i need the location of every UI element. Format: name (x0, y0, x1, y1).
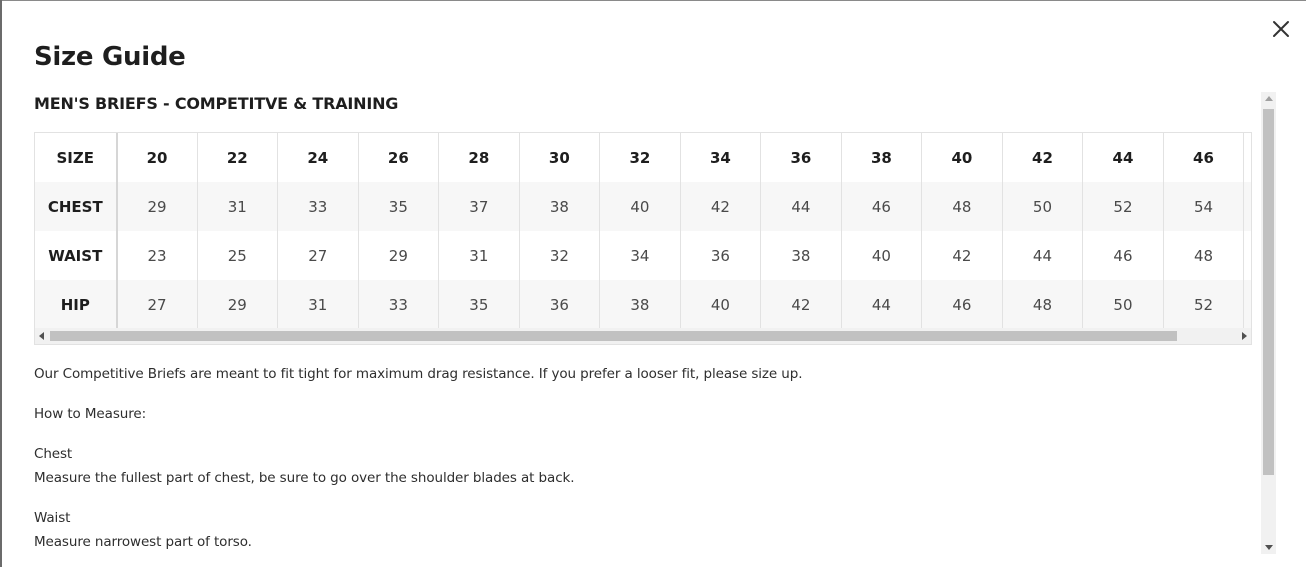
size-header-cell: 40 (922, 133, 1003, 182)
table-cell (1244, 182, 1252, 231)
table-cell: 50 (1002, 182, 1083, 231)
caret-right-icon (1241, 332, 1247, 340)
table-cell: 36 (680, 231, 761, 280)
table-cell: 27 (117, 280, 198, 328)
table-cell: 38 (519, 182, 600, 231)
table-cell: 38 (600, 280, 681, 328)
table-cell: 33 (278, 182, 359, 231)
table-cell: 34 (600, 231, 681, 280)
table-cell: 48 (922, 182, 1003, 231)
table-cell: 31 (439, 231, 520, 280)
close-button[interactable] (1268, 16, 1294, 42)
table-cell: 36 (519, 280, 600, 328)
waist-heading: Waist (34, 510, 71, 526)
table-header-row (35, 133, 1252, 182)
table-cell: 40 (680, 280, 761, 328)
table-cell: 50 (1083, 280, 1164, 328)
table-cell: 46 (841, 182, 922, 231)
table-cell: 44 (841, 280, 922, 328)
size-header-cell: 30 (519, 133, 600, 182)
table-cell: 37 (439, 182, 520, 231)
table-cell: 48 (1163, 231, 1244, 280)
horizontal-scrollbar[interactable] (34, 328, 1252, 345)
table-cell: 27 (278, 231, 359, 280)
close-icon (1268, 16, 1294, 42)
caret-left-icon (39, 332, 45, 340)
scroll-right-button[interactable] (1237, 328, 1251, 344)
waist-instructions: Measure narrowest part of torso. (34, 534, 252, 550)
size-header-cell: 32 (600, 133, 681, 182)
caret-up-icon (1265, 96, 1273, 102)
table-cell (1244, 231, 1252, 280)
scroll-up-button[interactable] (1261, 92, 1276, 106)
table-cell: 33 (358, 280, 439, 328)
section-title: MEN'S BRIEFS - COMPETITVE & TRAINING (34, 94, 399, 113)
table-cell: 29 (117, 182, 198, 231)
table-row (35, 182, 1252, 231)
table-cell: 42 (922, 231, 1003, 280)
size-header-cell: 28 (439, 133, 520, 182)
size-header-cell: 36 (761, 133, 842, 182)
how-to-measure-heading: How to Measure: (34, 406, 147, 422)
table-cell: 29 (358, 231, 439, 280)
backdrop-left-edge (0, 0, 2, 567)
table-cell: 40 (841, 231, 922, 280)
table-cell: 54 (1163, 182, 1244, 231)
table-cell: 38 (761, 231, 842, 280)
size-header-cell: 24 (278, 133, 359, 182)
size-table-container[interactable] (34, 132, 1252, 328)
size-header-cell (1244, 133, 1252, 182)
size-label-cell: SIZE (35, 133, 117, 182)
size-header-cell: 46 (1163, 133, 1244, 182)
table-cell: 40 (600, 182, 681, 231)
table-cell: 44 (761, 182, 842, 231)
table-cell: 42 (761, 280, 842, 328)
size-header-cell: 20 (117, 133, 198, 182)
measurement-label-cell: HIP (35, 280, 117, 328)
caret-down-icon (1265, 544, 1273, 550)
size-header-cell: 34 (680, 133, 761, 182)
modal-title: Size Guide (34, 42, 186, 72)
size-header-cell: 38 (841, 133, 922, 182)
chest-instructions: Measure the fullest part of chest, be sure to go over the shoulder blades at back. (34, 470, 575, 486)
table-row (35, 231, 1252, 280)
size-header-cell: 22 (197, 133, 278, 182)
size-header-cell: 42 (1002, 133, 1083, 182)
vertical-scrollbar-thumb[interactable] (1263, 109, 1274, 475)
horizontal-scrollbar-thumb[interactable] (50, 331, 1177, 341)
table-cell: 35 (358, 182, 439, 231)
table-cell: 52 (1163, 280, 1244, 328)
scroll-down-button[interactable] (1261, 540, 1276, 554)
size-header-cell: 44 (1083, 133, 1164, 182)
vertical-scrollbar[interactable] (1261, 92, 1276, 554)
table-cell: 44 (1002, 231, 1083, 280)
table-row (35, 280, 1252, 328)
backdrop-edge (0, 0, 1306, 1)
table-cell: 31 (278, 280, 359, 328)
table-cell: 48 (1002, 280, 1083, 328)
table-cell: 46 (1083, 231, 1164, 280)
fit-note: Our Competitive Briefs are meant to fit tight for maximum drag resistance. If you prefer a looser fit, please size up. (34, 366, 803, 382)
modal-scroll-area[interactable] (34, 92, 1252, 567)
table-cell: 52 (1083, 182, 1164, 231)
chest-heading: Chest (34, 446, 73, 462)
size-header-cell: 26 (358, 133, 439, 182)
measurement-label-cell: CHEST (35, 182, 117, 231)
table-cell: 42 (680, 182, 761, 231)
table-cell (1244, 280, 1252, 328)
table-cell: 31 (197, 182, 278, 231)
table-cell: 23 (117, 231, 198, 280)
size-table (35, 133, 1252, 328)
measurement-label-cell: WAIST (35, 231, 117, 280)
table-cell: 25 (197, 231, 278, 280)
table-cell: 29 (197, 280, 278, 328)
table-cell: 46 (922, 280, 1003, 328)
table-cell: 32 (519, 231, 600, 280)
table-cell: 35 (439, 280, 520, 328)
scroll-left-button[interactable] (35, 328, 49, 344)
